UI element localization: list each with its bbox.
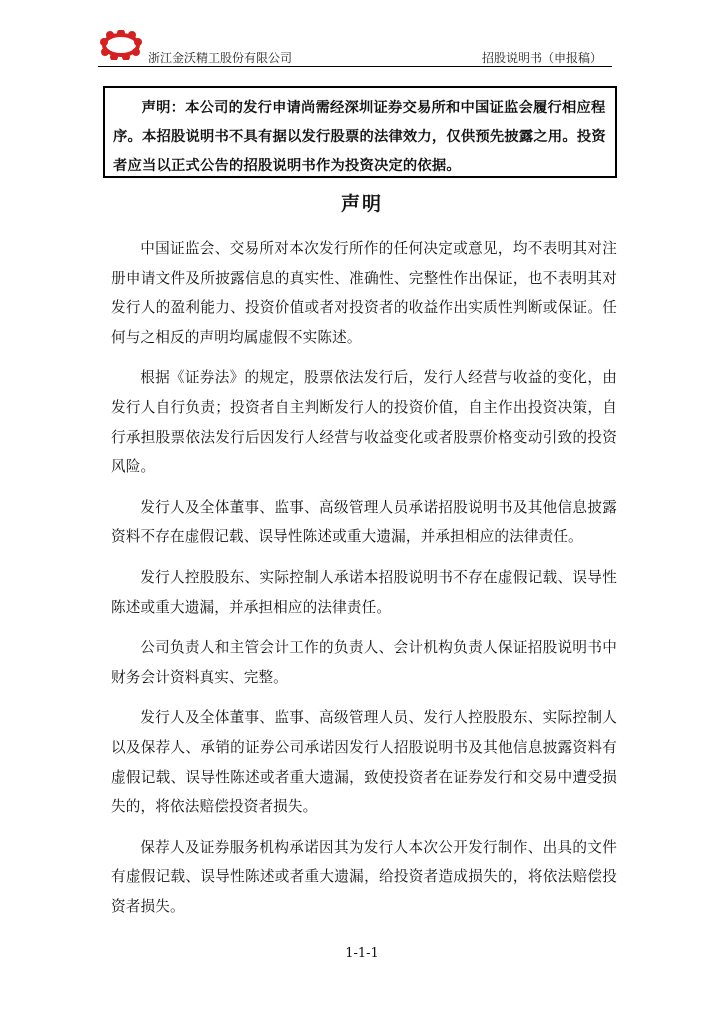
document-type: 招股说明书（申报稿） bbox=[481, 51, 602, 65]
page-header bbox=[98, 30, 612, 67]
paragraph: 发行人及全体董事、监事、高级管理人员、发行人控股股东、实际控制人以及保荐人、承销的证券公司承诺因发行人招股说明书及其他信息披露资料有虚假记载、误导性陈述或者重大遗漏，致使投资者在证券发行和交易中遭受损失的，将依法赔偿投资者损失。 bbox=[111, 709, 617, 816]
paragraph: 发行人控股股东、实际控制人承诺本招股说明书不存在虚假记载、误导性陈述或重大遗漏，并承担相应的法律责任。 bbox=[111, 568, 617, 616]
statement-body bbox=[111, 234, 617, 932]
paragraph: 根据《证券法》的规定，股票依法发行后，发行人经营与收益的变化，由发行人自行负责；投资者自主判断发行人的投资价值，自主作出投资决策，自行承担股票依法发行后因发行人经营与收益变化或者股票价格变动引致的投资风险。 bbox=[111, 369, 617, 476]
paragraph: 保荐人及证券服务机构承诺因其为发行人本次公开发行制作、出具的文件有虚假记载、误导性陈述或者重大遗漏，给投资者造成损失的，将依法赔偿投资者损失。 bbox=[111, 838, 617, 915]
section-title: 声明 bbox=[340, 193, 383, 215]
paragraph: 中国证监会、交易所对本次发行所作的任何决定或意见，均不表明其对注册申请文件及所披露信息的真实性、准确性、完整性作出保证，也不表明其对发行人的盈利能力、投资价值或者对投资者的收益作出实质性判断或保证。任何与之相反的声明均属虚假不实陈述。 bbox=[111, 240, 617, 346]
company-name: 浙江金沃精工股份有限公司 bbox=[148, 51, 293, 65]
paragraph: 公司负责人和主管会计工作的负责人、会计机构负责人保证招股说明书中财务会计资料真实、完整。 bbox=[111, 639, 617, 686]
paragraph: 发行人及全体董事、监事、高级管理人员承诺招股说明书及其他信息披露资料不存在虚假记载、误导性陈述或重大遗漏，并承担相应的法律责任。 bbox=[111, 498, 617, 546]
disclosure-notice-box: 声明：本公司的发行申请尚需经深圳证券交易所和中国证监会履行相应程序。本招股说明书不具有据以发行股票的法律效力，仅供预先披露之用。投资者应当以正式公告的招股说明书作为投资决定的依据。 bbox=[103, 86, 617, 178]
company-logo-icon bbox=[98, 30, 144, 60]
page-number: 1-1-1 bbox=[345, 946, 379, 961]
